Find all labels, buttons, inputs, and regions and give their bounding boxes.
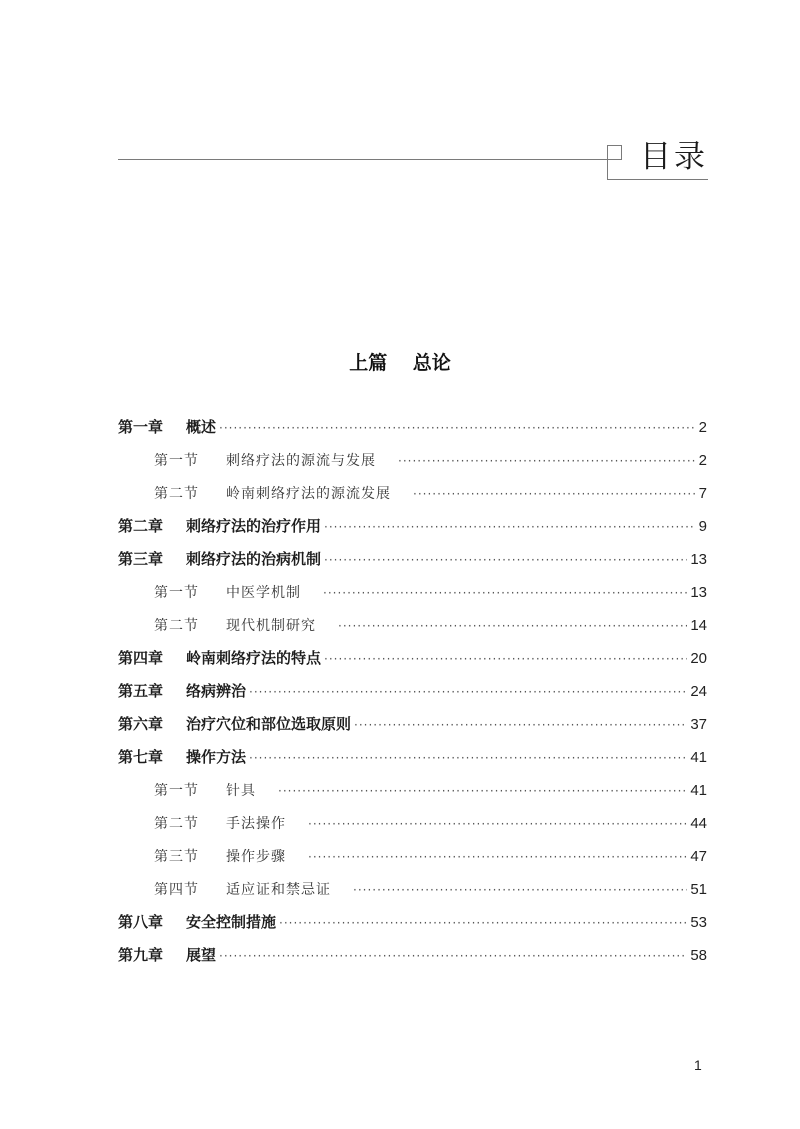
toc-entry-number: 第三节 <box>154 849 199 865</box>
toc-dot-leader <box>219 412 696 445</box>
toc-entry-title: 适应证和禁忌证 <box>226 882 331 898</box>
toc-entry-title: 现代机制研究 <box>226 618 316 634</box>
toc-dot-leader <box>353 874 687 907</box>
toc-dot-leader <box>324 643 687 676</box>
toc-entry-page: 2 <box>698 419 707 436</box>
toc-dot-leader <box>324 544 687 577</box>
toc-entry-number: 第八章 <box>118 913 164 931</box>
toc-entry-number: 第二节 <box>154 618 199 634</box>
toc-entry-page: 7 <box>698 485 707 502</box>
toc-entry-page: 47 <box>690 848 707 865</box>
toc-entry-number: 第二节 <box>154 486 199 502</box>
toc-entry-number: 第一节 <box>154 585 199 601</box>
toc-entry-page: 51 <box>690 881 707 898</box>
toc-entry-number: 第一节 <box>154 783 199 799</box>
toc-entry-page: 9 <box>698 518 707 535</box>
toc-entry-number: 第二章 <box>118 517 164 535</box>
toc-entry-title: 针具 <box>226 783 256 799</box>
toc-entry-title: 展望 <box>186 946 217 964</box>
toc-entry-page: 37 <box>690 716 707 733</box>
table-of-contents <box>118 411 707 972</box>
toc-chapter-entry[interactable] <box>118 708 707 741</box>
toc-entry-number: 第五章 <box>118 682 164 700</box>
toc-section-entry[interactable] <box>118 444 707 477</box>
toc-dot-leader <box>308 841 687 874</box>
toc-entry-number: 第四节 <box>154 882 199 898</box>
toc-dot-leader <box>398 445 696 478</box>
toc-chapter-entry[interactable] <box>118 510 707 543</box>
toc-section-entry[interactable] <box>118 774 707 807</box>
page-title: 目录 <box>640 139 708 175</box>
toc-entry-title: 中医学机制 <box>226 585 301 601</box>
toc-dot-leader <box>249 676 687 709</box>
toc-entry-page: 41 <box>690 782 707 799</box>
toc-entry-page: 2 <box>698 452 707 469</box>
header-rule <box>118 159 615 160</box>
toc-entry-title: 安全控制措施 <box>186 913 277 931</box>
toc-chapter-entry[interactable] <box>118 642 707 675</box>
toc-entry-page: 20 <box>690 650 707 667</box>
toc-entry-title: 络病辨治 <box>186 682 247 700</box>
toc-entry-page: 13 <box>690 551 707 568</box>
toc-chapter-entry[interactable] <box>118 675 707 708</box>
toc-section-entry[interactable] <box>118 807 707 840</box>
toc-section-entry[interactable] <box>118 873 707 906</box>
toc-chapter-entry[interactable] <box>118 939 707 972</box>
toc-dot-leader <box>323 577 687 610</box>
toc-entry-page: 44 <box>690 815 707 832</box>
toc-dot-leader <box>219 940 687 973</box>
toc-entry-title: 刺络疗法的治疗作用 <box>186 517 322 535</box>
toc-entry-number: 第二节 <box>154 816 199 832</box>
toc-chapter-entry[interactable] <box>118 741 707 774</box>
toc-dot-leader <box>249 742 687 775</box>
toc-dot-leader <box>413 478 696 511</box>
toc-entry-number: 第一节 <box>154 453 199 469</box>
toc-chapter-entry[interactable] <box>118 906 707 939</box>
toc-entry-page: 24 <box>690 683 707 700</box>
toc-entry-number: 第一章 <box>118 418 164 436</box>
toc-entry-page: 41 <box>690 749 707 766</box>
toc-entry-title: 治疗穴位和部位选取原则 <box>186 715 352 733</box>
toc-entry-number: 第四章 <box>118 649 164 667</box>
part-title: 上篇 总论 <box>349 352 451 374</box>
toc-entry-number: 第九章 <box>118 946 164 964</box>
toc-entry-title: 操作步骤 <box>226 849 286 865</box>
toc-entry-number: 第七章 <box>118 748 164 766</box>
toc-chapter-entry[interactable] <box>118 411 707 444</box>
toc-entry-title: 刺络疗法的治病机制 <box>186 550 322 568</box>
toc-dot-leader <box>278 775 687 808</box>
header-square-ornament <box>607 145 622 160</box>
toc-entry-number: 第三章 <box>118 550 164 568</box>
toc-entry-title: 岭南刺络疗法的源流发展 <box>226 486 391 502</box>
toc-entry-title: 操作方法 <box>186 748 247 766</box>
toc-entry-page: 53 <box>690 914 707 931</box>
toc-dot-leader <box>338 610 687 643</box>
toc-dot-leader <box>308 808 687 841</box>
toc-section-entry[interactable] <box>118 840 707 873</box>
toc-section-entry[interactable] <box>118 576 707 609</box>
toc-entry-title: 概述 <box>186 418 217 436</box>
toc-dot-leader <box>324 511 696 544</box>
page-number: 1 <box>694 1057 702 1073</box>
toc-dot-leader <box>279 907 687 940</box>
toc-entry-title: 岭南刺络疗法的特点 <box>186 649 322 667</box>
toc-chapter-entry[interactable] <box>118 543 707 576</box>
toc-dot-leader <box>354 709 687 742</box>
toc-entry-number: 第六章 <box>118 715 164 733</box>
toc-section-entry[interactable] <box>118 477 707 510</box>
toc-entry-title: 刺络疗法的源流与发展 <box>226 453 376 469</box>
toc-entry-title: 手法操作 <box>226 816 286 832</box>
toc-entry-page: 58 <box>690 947 707 964</box>
toc-entry-page: 14 <box>690 617 707 634</box>
toc-entry-page: 13 <box>690 584 707 601</box>
toc-section-entry[interactable] <box>118 609 707 642</box>
